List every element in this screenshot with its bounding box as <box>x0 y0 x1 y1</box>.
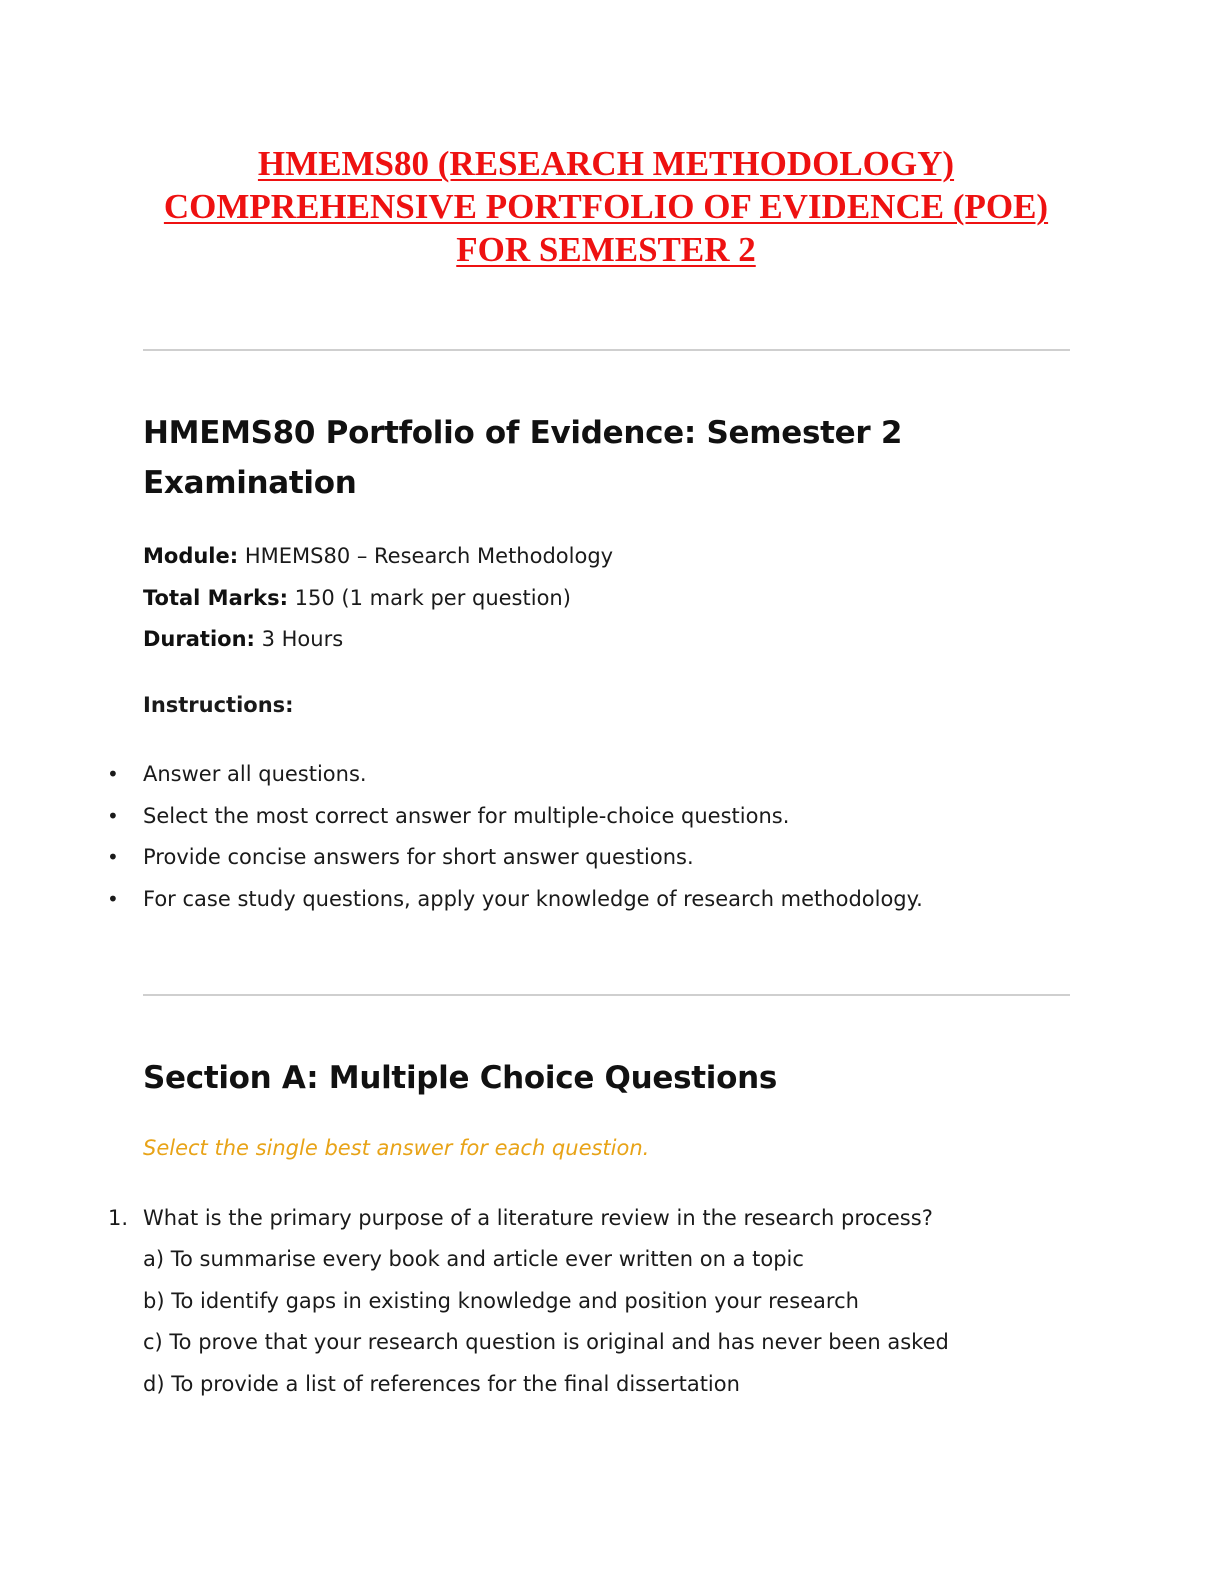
list-item <box>0 843 923 885</box>
list-item <box>0 802 923 844</box>
instruction-text: For case study questions, apply your knowledge of research methodology. <box>143 887 923 912</box>
list-item <box>0 760 923 802</box>
document-banner-title <box>100 142 1112 271</box>
list-item <box>0 885 923 927</box>
page-title <box>143 408 1043 508</box>
total-marks-info <box>143 584 571 612</box>
page-title-line-1: HMEMS80 Portfolio of Evidence: Semester 2 <box>143 415 903 451</box>
banner-line-3: FOR SEMESTER 2 <box>456 230 756 269</box>
horizontal-divider <box>143 349 1070 351</box>
horizontal-divider <box>143 994 1070 996</box>
bullet-icon: • <box>107 887 119 912</box>
answer-option-b: b) To identify gaps in existing knowledge and position your research <box>143 1289 859 1313</box>
question-text: What is the primary purpose of a literature review in the research process? <box>143 1206 933 1230</box>
instructions-list <box>0 760 923 927</box>
instruction-text: Select the most correct answer for multiple-choice questions. <box>143 803 790 828</box>
module-label: Module: <box>143 544 239 568</box>
bullet-icon: • <box>107 845 119 870</box>
answer-option-d: d) To provide a list of references for the final dissertation <box>143 1372 740 1396</box>
bullet-icon: • <box>107 762 119 786</box>
duration-label: Duration: <box>143 627 255 651</box>
banner-line-1: HMEMS80 (RESEARCH METHODOLOGY) <box>257 144 955 183</box>
module-info <box>143 542 613 570</box>
answer-option-c: c) To prove that your research question is original and has never been asked <box>143 1330 949 1354</box>
total-marks-label: Total Marks: <box>143 586 288 610</box>
duration-value: 3 Hours <box>254 627 344 651</box>
answer-option-a: a) To summarise every book and article ever written on a topic <box>143 1247 804 1271</box>
banner-line-2: COMPREHENSIVE PORTFOLIO OF EVIDENCE (POE) <box>163 187 1049 226</box>
page-title-line-2: Examination <box>143 465 357 501</box>
question-number: 1. <box>108 1206 129 1230</box>
duration-info <box>143 625 343 653</box>
total-marks-value: 150 (1 mark per question) <box>287 586 571 610</box>
instruction-text: Provide concise answers for short answer questions. <box>143 845 694 870</box>
module-value: HMEMS80 – Research Methodology <box>238 544 614 568</box>
section-a-instruction: Select the single best answer for each question. <box>143 1136 650 1160</box>
instruction-text: Answer all questions. <box>143 762 367 786</box>
bullet-icon: • <box>107 803 119 828</box>
section-a-heading: Section A: Multiple Choice Questions <box>143 1060 778 1096</box>
instructions-heading: Instructions: <box>143 693 294 717</box>
